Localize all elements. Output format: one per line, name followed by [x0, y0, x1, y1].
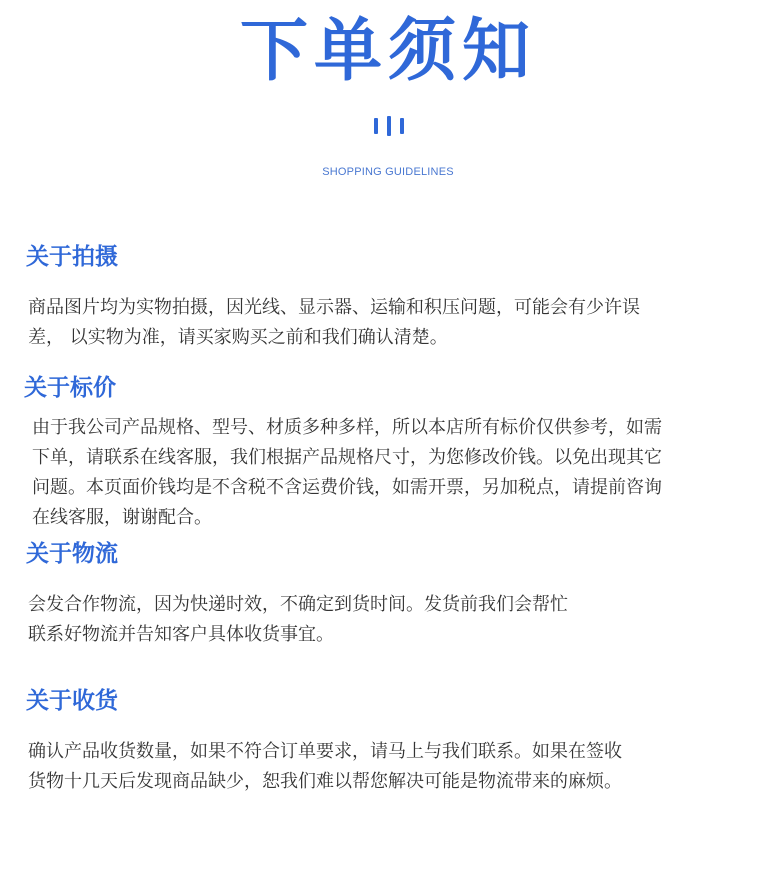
body-line: 联系好物流并告知客户具体收货事宜。: [28, 624, 334, 645]
section-body: [28, 590, 568, 650]
page-title: 下单须知: [239, 12, 536, 91]
title-mark: [374, 118, 378, 134]
body-line: 问题。本页面价钱均是不含税不含运费价钱，如需开票，另加税点，请提前咨询: [32, 477, 662, 498]
title-mark: [387, 116, 391, 136]
title-decoration: [374, 116, 404, 136]
section-heading: 关于标价: [24, 375, 116, 401]
section-heading: 关于拍摄: [26, 244, 118, 270]
body-line: 在线客服，谢谢配合。: [32, 507, 212, 528]
page-subtitle: SHOPPING GUIDELINES: [322, 166, 454, 178]
body-line: 会发合作物流，因为快递时效，不确定到货时间。发货前我们会帮忙: [28, 594, 568, 615]
title-mark: [400, 118, 404, 134]
body-line: 由于我公司产品规格、型号、材质多种多样，所以本店所有标价仅供参考，如需: [32, 417, 662, 438]
section-heading: 关于物流: [26, 541, 118, 567]
body-line: 下单，请联系在线客服，我们根据产品规格尺寸，为您修改价钱。以免出现其它: [32, 447, 662, 468]
section-heading: 关于收货: [26, 688, 118, 714]
section-body: [28, 293, 640, 353]
section-body: [28, 737, 622, 797]
section-body: [32, 413, 662, 533]
body-line: 确认产品收货数量，如果不符合订单要求，请马上与我们联系。如果在签收: [28, 741, 622, 762]
body-line: 商品图片均为实物拍摄，因光线、显示器、运输和积压问题，可能会有少许误: [28, 297, 640, 318]
body-line: 货物十几天后发现商品缺少，恕我们难以帮您解决可能是物流带来的麻烦。: [28, 771, 622, 792]
body-line: 差， 以实物为准，请买家购买之前和我们确认清楚。: [28, 327, 448, 348]
